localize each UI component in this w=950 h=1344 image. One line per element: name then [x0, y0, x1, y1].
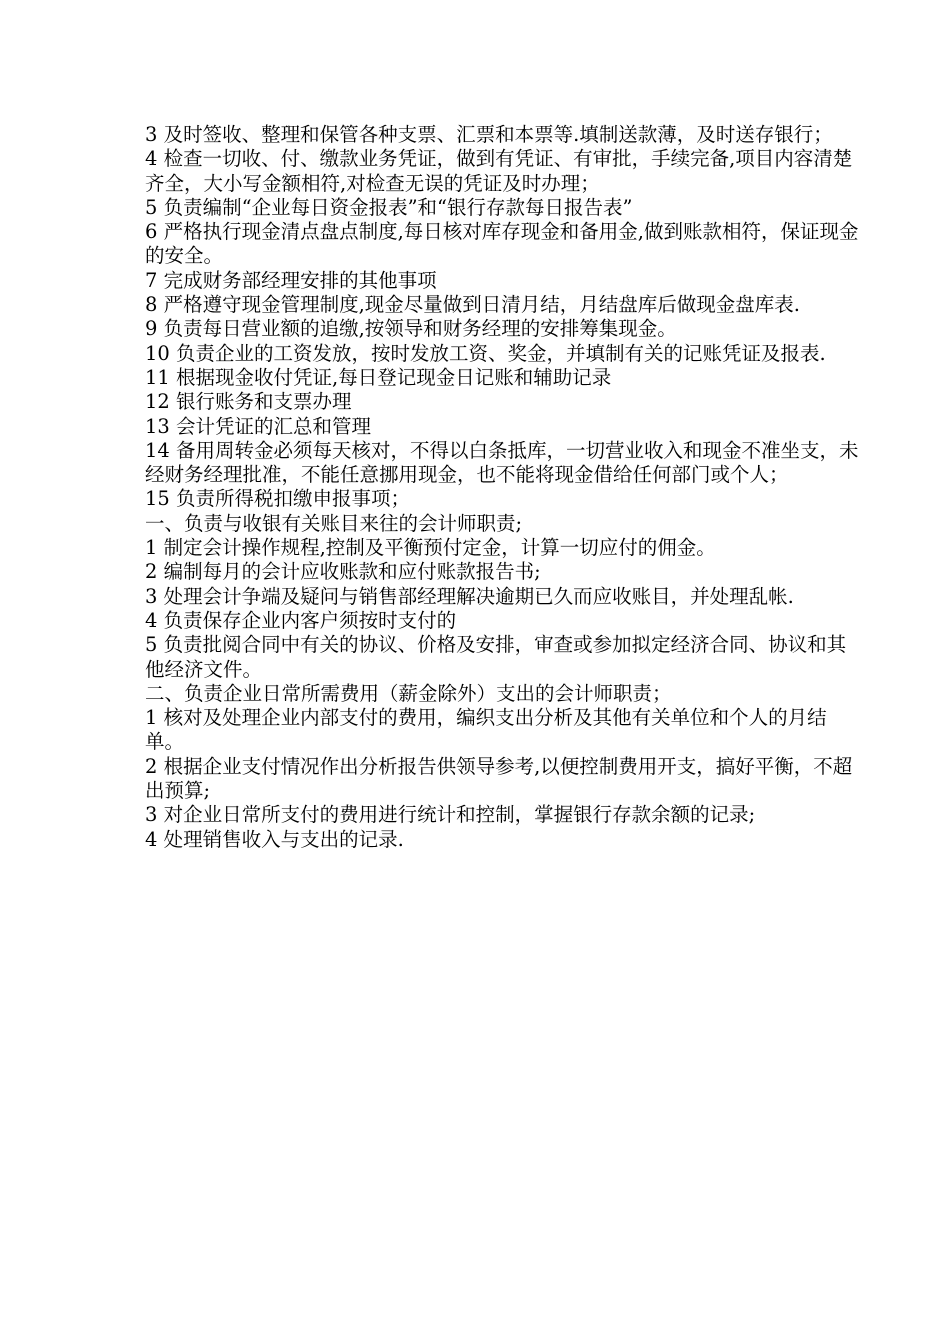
paragraph: 12 银行账务和支票办理 [145, 390, 352, 414]
paragraph: 9 负责每日营业额的追缴,按领导和财务经理的安排筹集现金。 [145, 317, 677, 341]
paragraph: 1 核对及处理企业内部支付的费用，编织支出分析及其他有关单位和个人的月结单。 [145, 706, 827, 754]
paragraph: 6 严格执行现金清点盘点制度,每日核对库存现金和备用金,做到账款相符，保证现金的安全。 [145, 220, 859, 268]
paragraph: 5 负责批阅合同中有关的协议、价格及安排，审查或参加拟定经济合同、协议和其他经济文件。 [145, 633, 847, 681]
paragraph: 4 检查一切收、付、缴款业务凭证，做到有凭证、有审批，手续完备,项目内容清楚齐全，大小写金额相符,对检查无误的凭证及时办理； [145, 147, 853, 195]
paragraph: 14 备用周转金必须每天核对，不得以白条抵库，一切营业收入和现金不准坐支，未经财务经理批准，不能任意挪用现金，也不能将现金借给任何部门或个人； [145, 438, 859, 487]
paragraph: 10 负责企业的工资发放，按时发放工资、奖金，并填制有关的记账凭证及报表. [145, 341, 826, 365]
paragraph: 4 负责保存企业内客户须按时支付的 [145, 608, 457, 632]
section-heading: 二、负责企业日常所需费用（薪金除外）支出的会计师职责； [145, 681, 672, 705]
paragraph: 2 编制每月的会计应收账款和应付账款报告书; [145, 560, 541, 584]
paragraph: 15 负责所得税扣缴申报事项； [145, 487, 411, 511]
paragraph: 1 制定会计操作规程,控制及平衡预付定金，计算一切应付的佣金。 [145, 536, 716, 560]
paragraph: 3 处理会计争端及疑问与销售部经理解决逾期已久而应收账目，并处理乱帐. [145, 584, 794, 608]
paragraph: 11 根据现金收付凭证,每日登记现金日记账和辅助记录 [145, 365, 612, 389]
paragraph: 7 完成财务部经理安排的其他事项 [145, 268, 437, 292]
section-heading: 一、负责与收银有关账目来往的会计师职责; [145, 511, 523, 535]
paragraph: 3 对企业日常所支付的费用进行统计和控制，掌握银行存款余额的记录; [145, 803, 756, 827]
paragraph: 8 严格遵守现金管理制度,现金尽量做到日清月结，月结盘库后做现金盘库表. [145, 293, 801, 317]
document-body [145, 123, 860, 852]
paragraph: 2 根据企业支付情况作出分析报告供领导参考,以便控制费用开支，搞好平衡，不超出预算; [145, 754, 853, 803]
paragraph: 5 负责编制“企业每日资金报表”和“银行存款每日报告表” [145, 195, 633, 219]
paragraph: 13 会计凭证的汇总和管理 [145, 414, 372, 438]
paragraph: 4 处理销售收入与支出的记录. [145, 827, 404, 851]
paragraph: 3 及时签收、整理和保管各种支票、汇票和本票等.填制送款薄，及时送存银行； [145, 123, 833, 146]
